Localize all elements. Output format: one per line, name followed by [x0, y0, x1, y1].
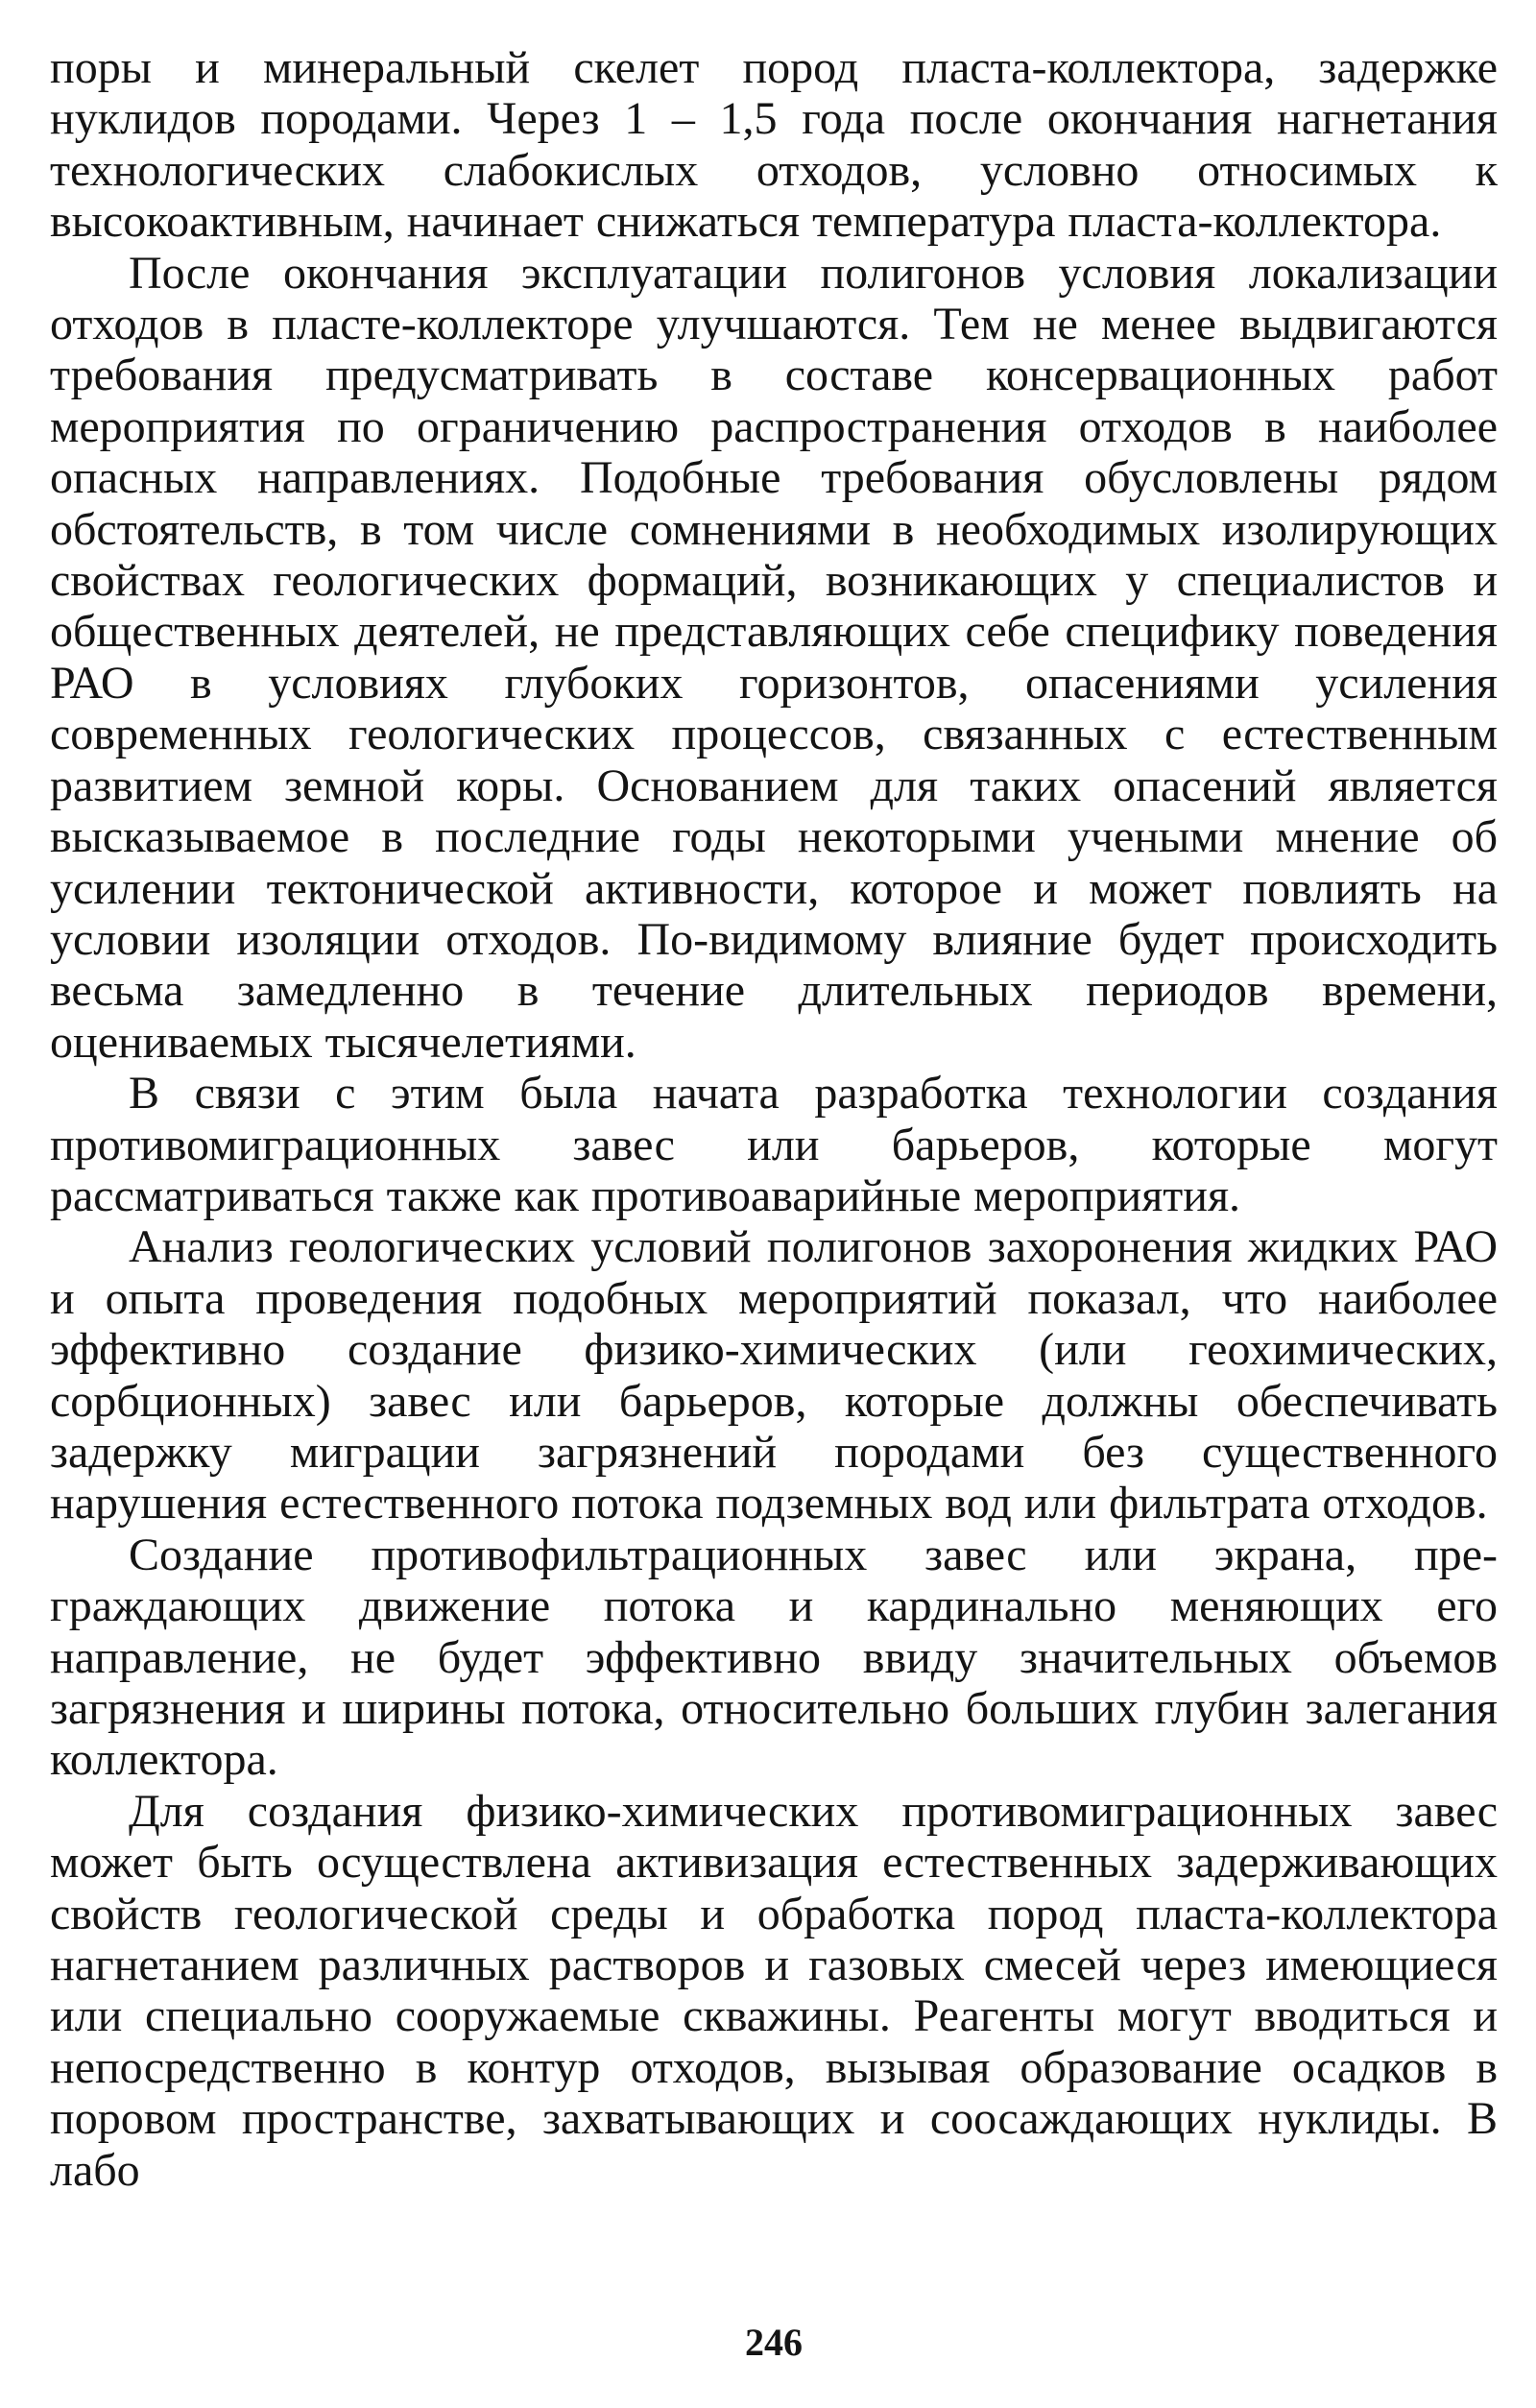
paragraph: Создание противофильтрационных завес или экрана, преграждающих движение потока и кардинально меняющих его направление, не будет эффективно ввиду значительных объемов загрязнения и ширины потока, относительно больших глубин залегания коллектора.: [50, 1529, 1498, 1786]
paragraph: Для создания физико-химических противомиграционных завес может быть осуществлена активизация естественных задерживающих свойств геологической среды и обработка пород пласта-коллектора нагнетанием различных растворов и газовых смесей через имеющиеся или специально сооружаемые скважины. Реагенты могут вводиться и непосредственно в контур отходов, вызывая образование осадков в поровом пространстве, захватывающих и соосаждающих нуклиды. В лабо: [50, 1785, 1498, 2196]
book-page: [50, 42, 1498, 2385]
body-text: [50, 42, 1498, 2231]
paragraph-continuation: поры и минеральный скелет пород пласта-коллектора, задержке нуклидов породами. Через 1 – 1,5 года после окончания нагнетания технологических слабокислых отходов, условно относимых к высокоактивным, начинает снижаться температура пласта-коллектора.: [50, 42, 1498, 248]
page-number: 246: [745, 2321, 803, 2364]
paragraph: После окончания эксплуатации полигонов условия локализации отходов в пласте-коллекторе улучшаются. Тем не менее выдвигаются требования предусматривать в составе консервационных работ мероприятия по ограничению распространения отходов в наиболее опасных направлениях. Подобные требования обусловлены рядом обстоятельств, в том числе сомнениями в необходимых изолирующих свойствах геологических формаций, возникающих у специалистов и общественных деятелей, не представляющих себе специфику поведения РАО в условиях глубоких горизонтов, опасениями усиления современных геологических процессов, связанных с естественным развитием земной коры. Основанием для таких опасений является высказываемое в последние годы некоторыми учеными мнение об усилении тектонической активности, которое и может повлиять на условии изоляции отходов. По-видимому влияние будет происходить весьма замедленно в течение длительных периодов времени, оцениваемых тысячелетиями.: [50, 247, 1498, 1068]
paragraph: В связи с этим была начата разработка технологии создания противомиграционных завес или барьеров, которые могут рассматриваться также как противоаварийные мероприятия.: [50, 1068, 1498, 1221]
paragraph: Анализ геологических условий полигонов захоронения жидких РАО и опыта проведения подобных мероприятий показал, что наиболее эффективно создание физико-химических (или геохимических, сорбционных) завес или барьеров, которые должны обеспечивать задержку миграции загрязнений породами без существенного нарушения естественного потока подземных вод или фильтрата отходов.: [50, 1221, 1498, 1529]
